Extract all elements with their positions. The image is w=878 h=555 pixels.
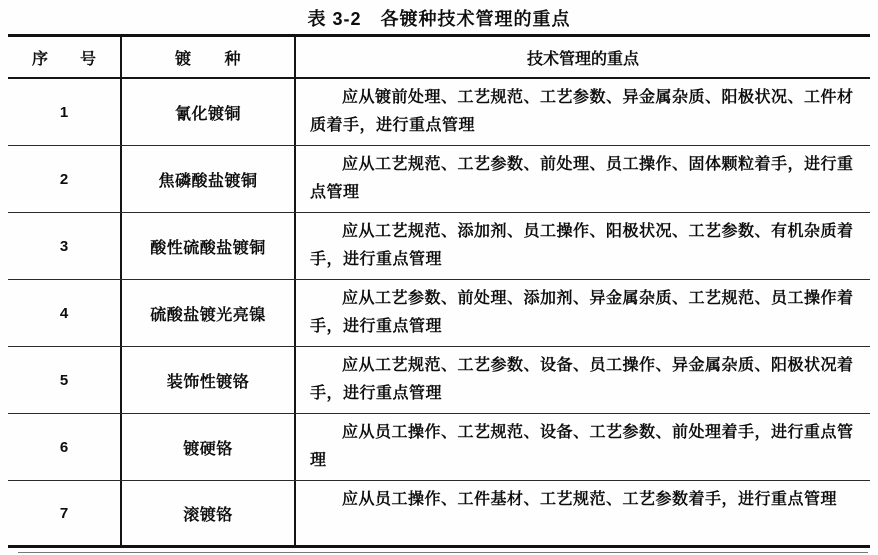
row-management-detail: 应从镀前处理、工艺规范、工艺参数、异金属杂质、阳极状况、工件材质着手，进行重点管理 bbox=[310, 89, 854, 134]
row-serial-number: 5 bbox=[8, 347, 122, 413]
table-header-row bbox=[8, 37, 870, 79]
row-management-detail: 应从工艺规范、添加剂、员工操作、阳极状况、工艺参数、有机杂质着手，进行重点管理 bbox=[310, 223, 854, 268]
table-title: 表 3-2 各镀种技术管理的重点 bbox=[307, 9, 571, 29]
header-plating-type: 镀 种 bbox=[122, 37, 296, 77]
row-management-detail: 应从工艺参数、前处理、添加剂、异金属杂质、工艺规范、员工操作着手，进行重点管理 bbox=[310, 290, 854, 335]
row-serial-number: 1 bbox=[8, 79, 122, 145]
row-serial-number: 2 bbox=[8, 146, 122, 212]
row-management-detail: 应从工艺规范、工艺参数、设备、员工操作、异金属杂质、阳极状况着手，进行重点管理 bbox=[310, 357, 854, 402]
header-management-key-points: 技术管理的重点 bbox=[526, 50, 639, 68]
row-management-detail: 应从工艺规范、工艺参数、前处理、员工操作、固体颗粒着手，进行重点管理 bbox=[310, 156, 854, 201]
row-serial-number: 3 bbox=[8, 213, 122, 279]
row-serial-number: 4 bbox=[8, 280, 122, 346]
row-serial-number: 7 bbox=[8, 481, 122, 545]
row-plating-type: 酸性硫酸盐镀铜 bbox=[122, 213, 296, 279]
row-management-detail: 应从员工操作、工艺规范、设备、工艺参数、前处理着手，进行重点管理 bbox=[310, 424, 854, 469]
table-row bbox=[8, 145, 870, 212]
row-plating-type: 镀硬铬 bbox=[122, 414, 296, 480]
row-plating-type: 氰化镀铜 bbox=[122, 79, 296, 145]
table-row bbox=[8, 413, 870, 480]
plating-management-table bbox=[8, 34, 870, 548]
row-plating-type: 滚镀铬 bbox=[122, 481, 296, 545]
header-serial-number: 序 号 bbox=[8, 37, 122, 77]
row-plating-type: 装饰性镀铬 bbox=[122, 347, 296, 413]
table-row bbox=[8, 79, 870, 145]
row-management-detail: 应从员工操作、工件基材、工艺规范、工艺参数着手，进行重点管理 bbox=[342, 491, 838, 508]
table-row bbox=[8, 480, 870, 545]
row-plating-type: 硫酸盐镀光亮镍 bbox=[122, 280, 296, 346]
table-row bbox=[8, 346, 870, 413]
row-plating-type: 焦磷酸盐镀铜 bbox=[122, 146, 296, 212]
table-row bbox=[8, 212, 870, 279]
table-row bbox=[8, 279, 870, 346]
row-serial-number: 6 bbox=[8, 414, 122, 480]
